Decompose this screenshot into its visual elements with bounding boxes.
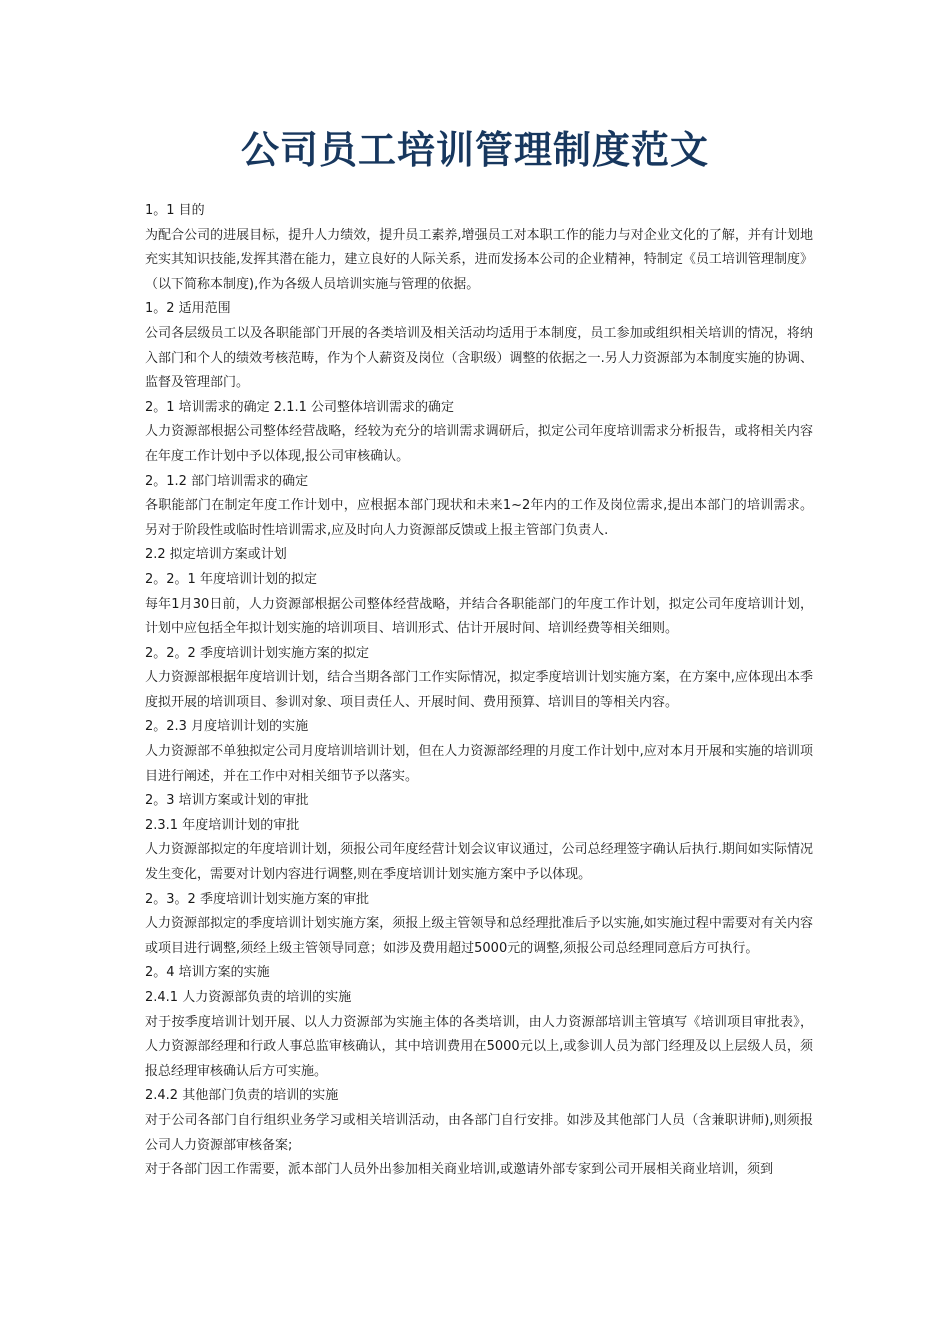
section-heading: 2.3.1 年度培训计划的审批 (145, 817, 300, 833)
paragraph: 公司各层级员工以及各职能部门开展的各类培训及相关活动均适用于本制度，员工参加或组织相关培训的情况，将纳入部门和个人的绩效考核范畴，作为个人薪资及岗位（含职级）调整的依据之一.另人力资源部为本制度实施的协调、监督及管理部门。 (145, 325, 813, 391)
section-heading: 2。2.3 月度培训计划的实施 (145, 719, 309, 735)
section-heading: 2。3。2 季度培训计划实施方案的审批 (145, 891, 369, 907)
paragraph: 对于按季度培训计划开展、以人力资源部为实施主体的各类培训，由人力资源部培训主管填写《培训项目审批表》，人力资源部经理和行政人事总监审核确认，其中培训费用在5000元以上,或参训人员为部门经理及以上层级人员，须报总经理审核确认后方可实施。 (145, 1014, 813, 1079)
section-heading: 2.4.1 人力资源部负责的培训的实施 (145, 990, 352, 1005)
paragraph: 人力资源部根据公司整体经营战略，经较为充分的培训需求调研后，拟定公司年度培训需求分析报告，或将相关内容在年度工作计划中予以体现,报公司审核确认。 (145, 424, 813, 464)
paragraph: 对于公司各部门自行组织业务学习或相关培训活动，由各部门自行安排。如涉及其他部门人员（含兼职讲师),则须报公司人力资源部审核备案; (145, 1112, 813, 1153)
section-heading: 2。1.2 部门培训需求的确定 (145, 473, 309, 489)
section-heading: 2.2 拟定培训方案或计划 (145, 547, 287, 563)
section-heading: 2。2。1 年度培训计划的拟定 (145, 571, 317, 587)
section-heading: 2.4.2 其他部门负责的培训的实施 (145, 1088, 339, 1104)
paragraph: 对于各部门因工作需要，派本部门人员外出参加相关商业培训,或邀请外部专家到公司开展相关商业培训，须到 (145, 1162, 774, 1178)
section-heading: 2。3 培训方案或计划的审批 (145, 793, 309, 809)
paragraph: 各职能部门在制定年度工作计划中，应根据本部门现状和未来1~2年内的工作及岗位需求,提出本部门的培训需求。另对于阶段性或临时性培训需求,应及时向人力资源部反馈或上报主管部门负责人. (145, 498, 813, 538)
section-heading: 2。1 培训需求的确定 2.1.1 公司整体培训需求的确定 (145, 399, 455, 415)
section-heading: 1。1 目的 (145, 203, 205, 218)
section-heading: 2。2。2 季度培训计划实施方案的拟定 (145, 645, 369, 661)
paragraph: 为配合公司的进展目标，提升人力绩效，提升员工素养,增强员工对本职工作的能力与对企业文化的了解，并有计划地充实其知识技能,发挥其潜在能力，建立良好的人际关系，进而发扬本公司的企业精神，特制定《员工培训管理制度》（以下简称本制度),作为各级人员培训实施与管理的依据。 (145, 227, 813, 292)
document-body (145, 199, 813, 1183)
paragraph: 人力资源部不单独拟定公司月度培训培训计划，但在人力资源部经理的月度工作计划中,应对本月开展和实施的培训项目进行阐述，并在工作中对相关细节予以落实。 (145, 744, 813, 784)
paragraph: 每年1月30日前，人力资源部根据公司整体经营战略，并结合各职能部门的年度工作计划，拟定公司年度培训计划，计划中应包括全年拟计划实施的培训项目、培训形式、估计开展时间、培训经费等相关细则。 (145, 596, 813, 637)
document-title: 公司员工培训管理制度范文 (240, 127, 709, 172)
section-heading: 2。4 培训方案的实施 (145, 965, 270, 981)
section-heading: 1。2 适用范围 (145, 301, 231, 317)
paragraph: 人力资源部拟定的年度培训计划，须报公司年度经营计划会议审议通过，公司总经理签字确认后执行.期间如实际情况发生变化，需要对计划内容进行调整,则在季度培训计划实施方案中予以体现。 (145, 842, 813, 883)
paragraph: 人力资源部根据年度培训计划，结合当期各部门工作实际情况，拟定季度培训计划实施方案，在方案中,应体现出本季度拟开展的培训项目、参训对象、项目责任人、开展时间、费用预算、培训目的等相关内容。 (145, 670, 813, 710)
paragraph: 人力资源部拟定的季度培训计划实施方案，须报上级主管领导和总经理批准后予以实施,如实施过程中需要对有关内容或项目进行调整,须经上级主管领导同意；如涉及费用超过5000元的调整,须报公司总经理同意后方可执行。 (145, 916, 813, 956)
